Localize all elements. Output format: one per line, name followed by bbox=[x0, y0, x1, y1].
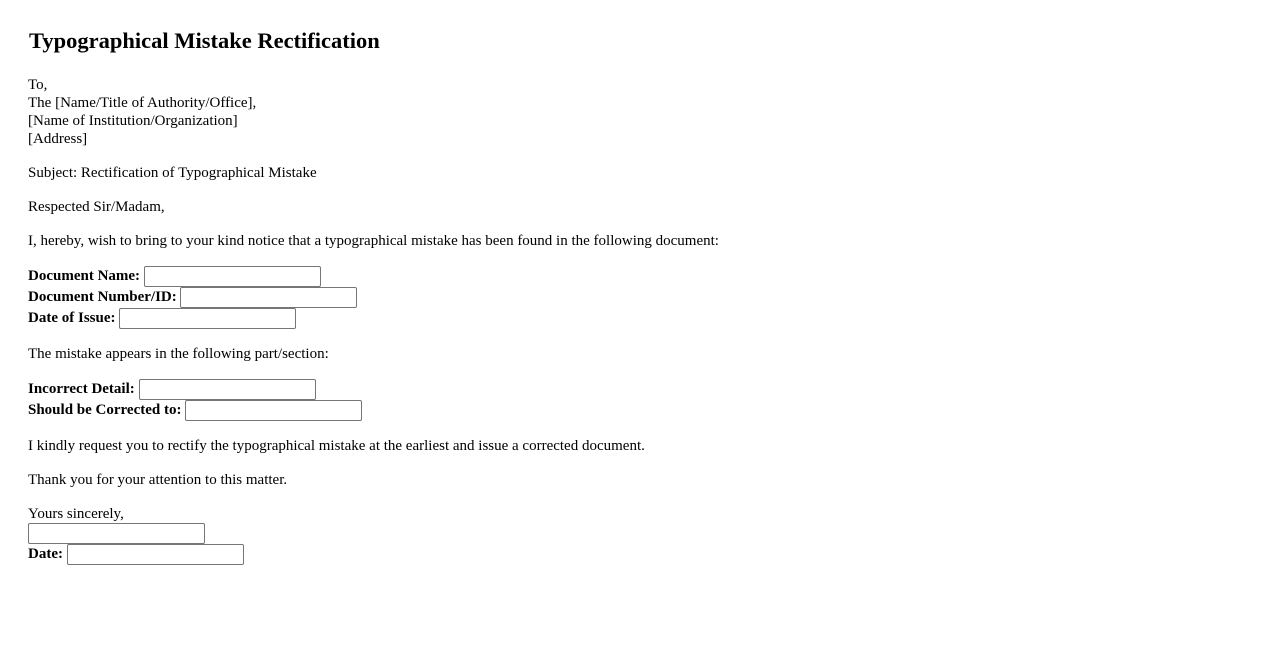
address-line-to: To, bbox=[28, 77, 48, 93]
signature-row bbox=[28, 523, 1250, 544]
address-line-institution: [Name of Institution/Organization] bbox=[28, 113, 238, 129]
document-name-label: Document Name: bbox=[28, 268, 141, 284]
thanks-paragraph: Thank you for your attention to this matter. bbox=[28, 472, 288, 488]
document-number-input[interactable] bbox=[180, 287, 357, 308]
request-paragraph: I kindly request you to rectify the typographical mistake at the earliest and issue a corrected document. bbox=[28, 438, 645, 454]
page-title: Typographical Mistake Rectification bbox=[29, 28, 380, 53]
closing-date-input[interactable] bbox=[67, 544, 244, 565]
incorrect-detail-label: Incorrect Detail: bbox=[28, 381, 135, 397]
document-number-row bbox=[28, 287, 1250, 308]
address-line-address: [Address] bbox=[28, 131, 88, 147]
subject-line: Subject: Rectification of Typographical Mistake bbox=[28, 165, 317, 181]
document-fields bbox=[28, 266, 1250, 329]
corrected-detail-input[interactable] bbox=[185, 400, 362, 421]
document-name-row bbox=[28, 266, 1250, 287]
salutation: Respected Sir/Madam, bbox=[28, 199, 165, 215]
recipient-address bbox=[28, 76, 1250, 148]
closing-date-row bbox=[28, 544, 1250, 565]
signature-input[interactable] bbox=[28, 523, 205, 544]
date-of-issue-input[interactable] bbox=[119, 308, 296, 329]
address-line-authority: The [Name/Title of Authority/Office], bbox=[28, 95, 257, 111]
closing-sincerely: Yours sincerely, bbox=[28, 506, 124, 522]
document-name-input[interactable] bbox=[144, 266, 321, 287]
incorrect-detail-input[interactable] bbox=[139, 379, 316, 400]
corrected-detail-row bbox=[28, 400, 1250, 421]
section-paragraph: The mistake appears in the following part/section: bbox=[28, 346, 329, 362]
document-number-label: Document Number/ID: bbox=[28, 289, 177, 305]
intro-paragraph: I, hereby, wish to bring to your kind notice that a typographical mistake has been found in the following document: bbox=[28, 233, 719, 249]
date-of-issue-label: Date of Issue: bbox=[28, 310, 116, 326]
incorrect-detail-row bbox=[28, 379, 1250, 400]
closing-block bbox=[28, 505, 1250, 565]
correction-fields bbox=[28, 379, 1250, 421]
date-of-issue-row bbox=[28, 308, 1250, 329]
closing-date-label: Date: bbox=[28, 546, 63, 562]
corrected-detail-label: Should be Corrected to: bbox=[28, 402, 182, 418]
